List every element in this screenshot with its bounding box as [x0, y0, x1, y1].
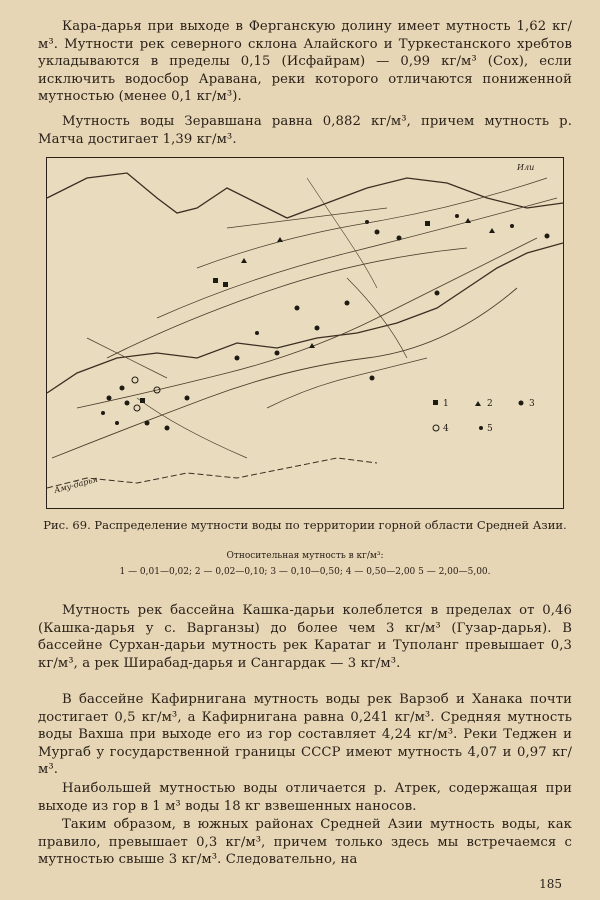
river-line	[197, 178, 547, 268]
station-type-3	[545, 234, 550, 239]
station-type-3	[370, 376, 375, 381]
station-type-5	[455, 214, 459, 218]
station-type-2	[241, 258, 247, 263]
station-type-5	[510, 224, 514, 228]
station-type-5	[255, 331, 259, 335]
station-type-3	[185, 396, 190, 401]
station-type-3	[397, 236, 402, 241]
station-type-1	[223, 282, 228, 287]
legend-symbol-3	[519, 401, 524, 406]
station-type-1	[213, 278, 218, 283]
paragraph-kara-darya: Кара-дарья при выходе в Ферганскую долину имеет мутность 1,62 кг/м³. Мутности рек северного склона Алайского и Туркестанского хребтов укладываются в пределы 0,15 (Исфайрам) — 0,99 кг/м³ (Сох), если исключить водосбор Аравана, реки которого отличаются пониженной мутностью (менее 0,1 кг/м³).	[38, 19, 572, 105]
legend-label-2: 2	[487, 399, 493, 409]
station-symbols	[101, 214, 550, 431]
paragraph-conclusion: Таким образом, в южных районах Средней Азии мутность воды, как правило, превышает 0,3 кг/м³, причем только здесь мы встречаемся с мутностью свыше 3 кг/м³. Следовательно, на	[38, 817, 572, 868]
legend-symbol-2	[475, 401, 481, 406]
station-type-3	[375, 230, 380, 235]
station-type-3	[125, 401, 130, 406]
station-type-3	[435, 291, 440, 296]
legend-label-3: 3	[529, 399, 535, 409]
legend-label-1: 1	[443, 399, 449, 409]
station-type-4	[134, 405, 140, 411]
station-type-2	[489, 228, 495, 233]
legend-label-5: 5	[487, 424, 493, 434]
legend-symbol-1	[433, 400, 438, 405]
map-label-ili: Или	[517, 163, 535, 172]
paragraph-kafirnigan: В бассейне Кафирнигана мутность воды рек Варзоб и Ханака почти достигает 0,5 кг/м³, а Кафирнигана равна 0,241 кг/м³. Средняя мутность воды Вахша при выходе его из гор составляет 4,24 кг/м³. Реки Теджен и Мургаб у государственной границы СССР имеют мутность 4,07 и 0,97 кг/м³.	[38, 692, 572, 778]
figure-caption: Рис. 69. Распределение мутности воды по территории горной области Средней Азии.	[43, 518, 567, 532]
station-type-5	[101, 411, 105, 415]
station-type-2	[277, 237, 283, 242]
turbidity-map	[46, 157, 564, 509]
southern-boundary	[47, 243, 563, 393]
river-line	[267, 358, 427, 408]
map-drawing	[47, 158, 563, 508]
paragraph-zeravshan: Мутность воды Зеравшана равна 0,882 кг/м³, причем мутность р. Матча достигает 1,39 кг/м³.	[38, 114, 572, 147]
legend-symbol-5	[479, 426, 483, 430]
station-type-3	[275, 351, 280, 356]
station-type-3	[165, 426, 170, 431]
station-type-3	[235, 356, 240, 361]
paragraph-kashka-darya: Мутность рек бассейна Кашка-дарьи колеблется в пределах от 0,46 (Кашка-дарья у с. Варганзы) до более чем 3 кг/м³ (Гузар-дарья). В бассейне Сурхан-дарьи мутность рек Каратаг и Туполанг превышает 0,3 кг/м³, а рек Ширабад-дарья и Сангардак — 3 кг/м³.	[38, 603, 572, 671]
map-legend	[433, 399, 535, 434]
river-line	[137, 398, 247, 458]
station-type-2	[465, 218, 471, 223]
station-type-3	[107, 396, 112, 401]
map-label-amu-darya: Аму-дарья	[53, 474, 99, 495]
station-type-3	[345, 301, 350, 306]
station-type-5	[365, 220, 369, 224]
station-type-1	[140, 398, 145, 403]
figure-subtitle: Относительная мутность в кг/м³:	[226, 551, 384, 561]
legend-symbol-4	[433, 425, 439, 431]
river-line	[307, 178, 377, 288]
station-type-5	[115, 421, 119, 425]
station-type-3	[315, 326, 320, 331]
station-type-3	[120, 386, 125, 391]
river-line	[87, 338, 167, 378]
paragraph-atrek: Наибольшей мутностью воды отличается р. Атрек, содержащая при выходе из гор в 1 м³ воды 18 кг взвешенных наносов.	[38, 781, 572, 814]
mountain-boundary	[47, 173, 563, 218]
river-line	[107, 248, 467, 358]
station-type-3	[145, 421, 150, 426]
station-type-1	[425, 221, 430, 226]
page-number: 185	[539, 877, 562, 891]
figure-scale: 1 — 0,01—0,02; 2 — 0,02—0,10; 3 — 0,10—0,50; 4 — 0,50—2,00 5 — 2,00—5,00.	[119, 567, 491, 577]
legend-label-4: 4	[443, 424, 449, 434]
station-type-4	[132, 377, 138, 383]
station-type-3	[295, 306, 300, 311]
